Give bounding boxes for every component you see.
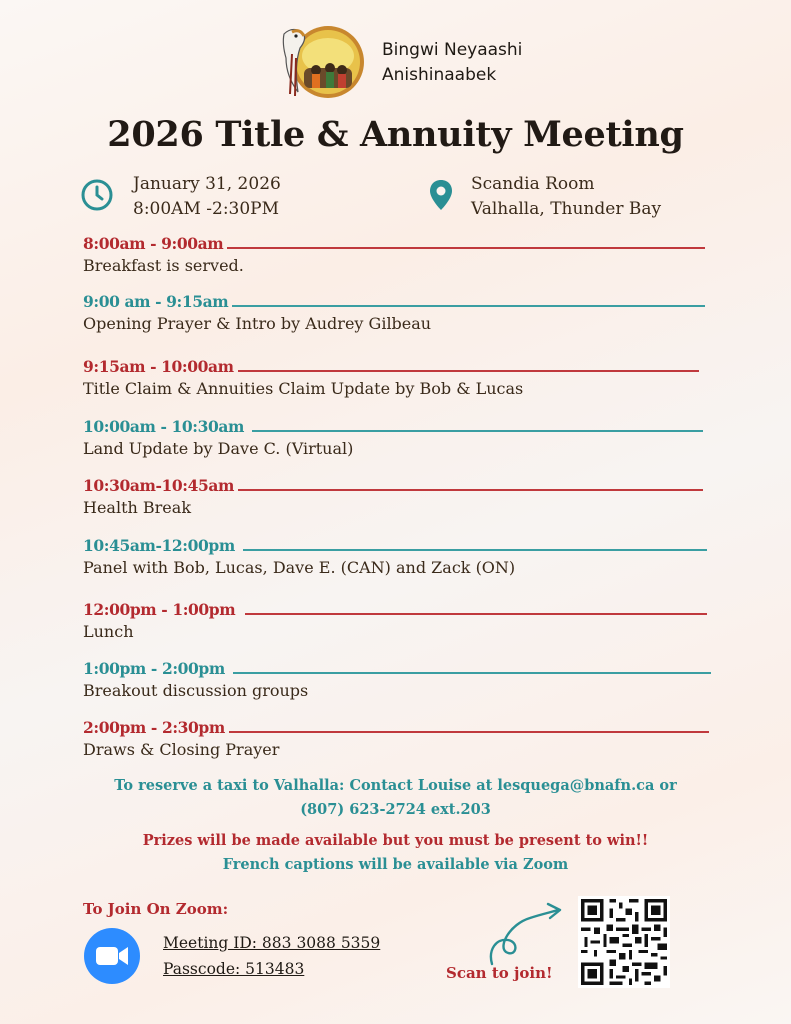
schedule-description: Draws & Closing Prayer — [83, 740, 280, 759]
schedule-time: 10:30am-10:45am — [83, 476, 235, 495]
schedule-item — [83, 656, 713, 708]
schedule-item — [83, 715, 713, 767]
org-name-line1: Bingwi Neyaashi — [382, 40, 523, 60]
schedule-time: 12:00pm - 1:00pm — [83, 600, 236, 619]
divider-line — [252, 430, 703, 432]
schedule-item — [83, 231, 713, 283]
taxi-note — [0, 774, 791, 822]
captions-note: French captions will be available via Zoom — [222, 856, 569, 873]
schedule-description: Lunch — [83, 622, 134, 641]
schedule-description: Breakout discussion groups — [83, 681, 309, 700]
event-date: January 31, 2026 — [133, 174, 281, 194]
event-time: 8:00AM -2:30PM — [133, 199, 280, 219]
schedule-time: 8:00am - 9:00am — [83, 234, 224, 253]
divider-line — [232, 305, 705, 307]
divider-line — [227, 247, 705, 249]
map-pin-icon — [424, 178, 458, 212]
divider-line — [233, 672, 711, 674]
location-line2: Valhalla, Thunder Bay — [471, 199, 662, 219]
schedule-item — [83, 533, 713, 585]
divider-line — [243, 549, 707, 551]
scan-label: Scan to join! — [446, 964, 553, 982]
curved-arrow-icon — [486, 898, 566, 968]
schedule-item — [83, 473, 713, 525]
schedule-description: Panel with Bob, Lucas, Dave E. (CAN) and Zack (ON) — [83, 558, 516, 577]
schedule-item — [83, 597, 713, 649]
org-name-line2: Anishinaabek — [382, 65, 497, 85]
location-line1: Scandia Room — [471, 174, 595, 194]
schedule-time: 9:00 am - 9:15am — [83, 292, 229, 311]
meeting-id[interactable]: Meeting ID: 883 3088 5359 — [163, 934, 381, 952]
schedule-description: Health Break — [83, 498, 192, 517]
divider-line — [245, 613, 707, 615]
schedule-description: Opening Prayer & Intro by Audrey Gilbeau — [83, 314, 432, 333]
video-camera-icon[interactable] — [84, 928, 140, 984]
schedule-description: Title Claim & Annuities Claim Update by Bob & Lucas — [83, 379, 524, 398]
zoom-credentials — [163, 930, 380, 982]
clock-icon — [80, 178, 114, 212]
bingwi-neyaashi-logo — [278, 22, 370, 102]
schedule-time: 1:00pm - 2:00pm — [83, 659, 225, 678]
schedule-item — [83, 414, 713, 466]
qr-code[interactable] — [578, 896, 670, 988]
organization-name — [382, 38, 522, 88]
schedule-time: 2:00pm - 2:30pm — [83, 718, 225, 737]
schedule-description: Land Update by Dave C. (Virtual) — [83, 439, 354, 458]
schedule-item — [83, 354, 713, 406]
schedule-time: 9:15am - 10:00am — [83, 357, 234, 376]
event-location — [471, 172, 661, 222]
taxi-note-line2: (807) 623-2724 ext.203 — [300, 801, 491, 818]
zoom-heading: To Join On Zoom: — [83, 900, 229, 918]
divider-line — [238, 489, 703, 491]
schedule-item — [83, 289, 713, 341]
schedule-time: 10:00am - 10:30am — [83, 417, 245, 436]
divider-line — [229, 731, 709, 733]
schedule-time: 10:45am-12:00pm — [83, 536, 235, 555]
taxi-note-line1: To reserve a taxi to Valhalla: Contact Louise at lesquega@bnafn.ca or — [114, 777, 677, 794]
passcode[interactable]: Passcode: 513483 — [163, 960, 305, 978]
schedule-description: Breakfast is served. — [83, 256, 244, 275]
page-title: 2026 Title & Annuity Meeting — [107, 114, 684, 155]
event-datetime — [133, 172, 281, 222]
divider-line — [238, 370, 699, 372]
prizes-note: Prizes will be made available but you must be present to win!! — [142, 832, 649, 849]
